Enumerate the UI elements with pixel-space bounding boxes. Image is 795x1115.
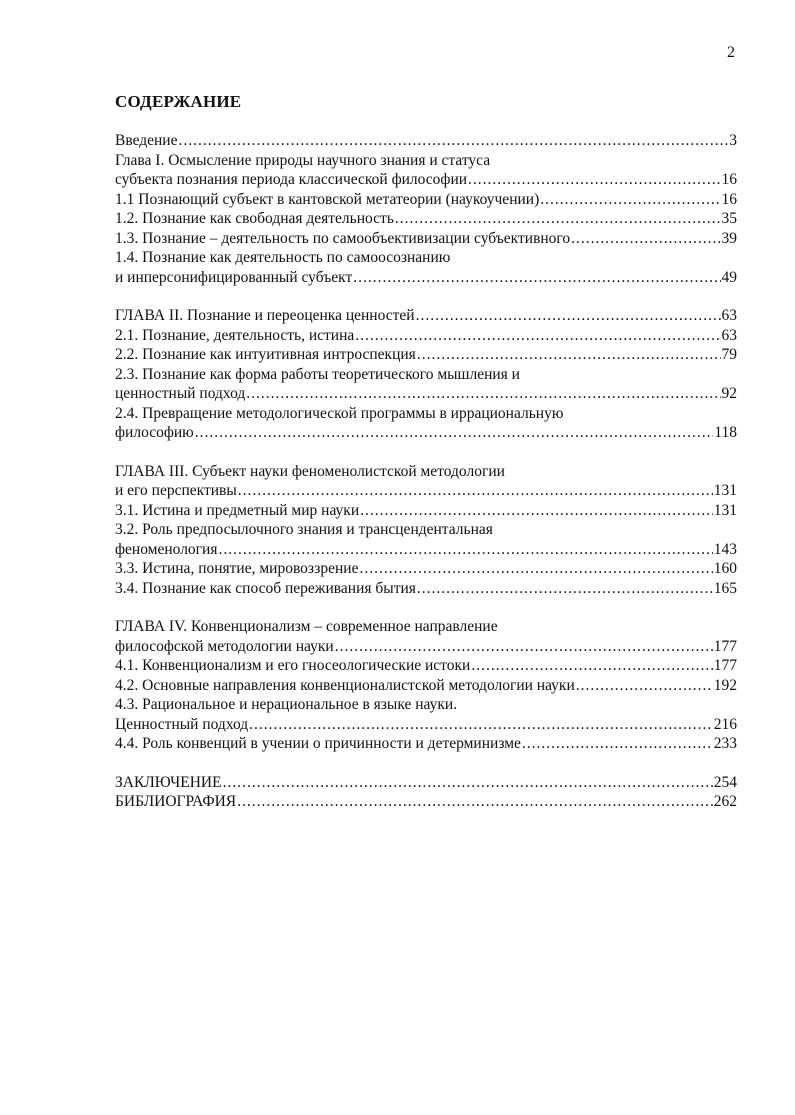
dot-leader [417, 579, 713, 599]
toc-page-number: 177 [713, 657, 737, 674]
toc-chapter-4-heading [115, 617, 737, 637]
toc-chapter-3-heading [115, 462, 737, 482]
dot-leader [540, 190, 720, 210]
toc-chapter-3-heading-cont [115, 481, 737, 501]
dot-leader [195, 423, 714, 443]
toc-entry-text: и инперсонифицированный субъект [115, 268, 353, 286]
dot-leader [395, 209, 721, 229]
toc-page-number: 160 [713, 560, 737, 577]
toc-entry-text: ГЛАВА IV. Конвенционализм – современное направление [115, 618, 498, 635]
toc-page-number: 3 [729, 132, 737, 149]
toc-page-number: 35 [721, 210, 737, 227]
toc-section-1-1 [115, 190, 737, 210]
toc-section-4-3 [115, 695, 737, 715]
dot-leader [237, 792, 713, 812]
toc-page-number: 233 [713, 735, 737, 752]
dot-leader [468, 170, 720, 190]
dot-leader [360, 501, 713, 521]
toc-entry-text: и его перспективы [115, 482, 237, 499]
toc-entry-introduction [115, 131, 737, 151]
toc-page-number: 16 [721, 171, 737, 188]
toc-section-3-2 [115, 520, 737, 540]
toc-page-number: 131 [713, 501, 737, 519]
dot-leader [353, 268, 720, 288]
toc-section-2-3 [115, 365, 737, 385]
toc-entry-text: ЗАКЛЮЧЕНИЕ [115, 773, 222, 791]
dot-leader [471, 656, 712, 676]
toc-section-4-1 [115, 656, 737, 676]
toc-chapter-1-heading-cont [115, 170, 737, 190]
toc-entry-text: 1.2. Познание как свободная деятельность [115, 210, 394, 227]
toc-entry-text: 2.2. Познание как интуитивная интроспекция [115, 346, 416, 363]
toc-chapter-1-heading [115, 151, 737, 171]
toc-page-number: 254 [713, 773, 737, 791]
toc-page-number: 262 [713, 793, 737, 810]
toc-page-number: 165 [713, 579, 737, 597]
toc-chapter-2-heading [115, 306, 737, 326]
dot-leader [218, 540, 712, 560]
toc-section-3-2-cont [115, 540, 737, 560]
toc-page-number: 49 [721, 268, 737, 286]
page-number: 2 [727, 44, 735, 61]
toc-entry-text: 1.4. Познание как деятельность по самоосознанию [115, 249, 451, 266]
toc-entry-text: 3.2. Роль предпосылочного знания и трансцендентальная [115, 521, 493, 538]
toc-section-2-4 [115, 404, 737, 424]
dot-leader [238, 481, 713, 501]
toc-entry-text: 3.3. Истина, понятие, мировоззрение [115, 560, 359, 577]
toc-entry-text: Ценностный подход [115, 715, 249, 733]
toc-entry-text: 3.4. Познание как способ переживания бытия [115, 579, 416, 597]
dot-leader [359, 559, 712, 579]
toc-entry-text: ценностный подход [115, 385, 246, 402]
toc-entry-text: 3.1. Истина и предметный мир науки [115, 501, 360, 519]
toc-section-4-2 [115, 676, 737, 696]
toc-entry-text: 4.3. Рациональное и нерациональное в языке науки. [115, 696, 458, 713]
toc-entry-text: 1.3. Познание – деятельность по самообъективизации субъективного [115, 229, 571, 247]
dot-leader [223, 773, 713, 793]
toc-section-1-2 [115, 209, 737, 229]
toc-entry-text: субъекта познания периода классической философии [115, 171, 468, 188]
toc-page-number: 16 [721, 190, 737, 208]
dot-leader [416, 306, 721, 326]
toc-page-number: 216 [713, 715, 737, 733]
toc-section-1-3 [115, 229, 737, 249]
toc-page-number: 79 [721, 346, 737, 363]
toc-entry-text: философию [115, 424, 194, 441]
toc-entry-text: философской методологии науки [115, 637, 334, 655]
dot-leader [576, 676, 713, 696]
toc-entry-text: Глава I. Осмысление природы научного знания и статуса [115, 151, 491, 169]
toc-page-number: 118 [714, 424, 737, 441]
toc-entry-text: 2.4. Превращение методологической программы в иррациональную [115, 404, 564, 422]
toc-entry-text: ГЛАВА II. Познание и переоценка ценностей [115, 307, 415, 324]
dot-leader [571, 229, 720, 249]
toc-page-number: 63 [721, 307, 737, 324]
table-of-contents [115, 131, 737, 812]
toc-entry-text: ГЛАВА III. Субъект науки феноменолистской методологии [115, 462, 505, 480]
dot-leader [417, 345, 721, 365]
toc-section-3-4 [115, 579, 737, 599]
toc-page-number: 192 [713, 676, 737, 694]
dot-leader [335, 637, 713, 657]
toc-section-3-3 [115, 559, 737, 579]
toc-section-4-3-cont [115, 715, 737, 735]
toc-section-2-3-cont [115, 384, 737, 404]
toc-entry-conclusion [115, 773, 737, 793]
toc-section-3-1 [115, 501, 737, 521]
dot-leader [246, 384, 720, 404]
toc-section-2-4-cont [115, 423, 737, 443]
toc-page-number: 63 [721, 326, 737, 344]
toc-page-number: 143 [713, 540, 737, 558]
toc-entry-text: 4.1. Конвенционализм и его гносеологические истоки [115, 657, 471, 674]
dot-leader [355, 326, 720, 346]
toc-entry-text: 1.1 Познающий субъект в кантовской метатеории (наукоучении) [115, 190, 540, 208]
toc-entry-text: БИБЛИОГРАФИЯ [115, 793, 237, 810]
toc-section-1-4 [115, 248, 737, 268]
toc-entry-text: феноменология [115, 540, 218, 558]
toc-entry-text: 2.3. Познание как форма работы теоретического мышления и [115, 365, 520, 383]
toc-entry-text: 4.4. Роль конвенций в учении о причинности и детерминизме [115, 735, 521, 752]
toc-chapter-4-heading-cont [115, 637, 737, 657]
toc-entry-bibliography [115, 792, 737, 812]
dot-leader [522, 734, 713, 754]
toc-entry-text: 2.1. Познание, деятельность, истина [115, 326, 355, 344]
toc-page-number: 92 [721, 385, 737, 402]
toc-entry-text: 4.2. Основные направления конвенционалистской методологии науки [115, 676, 575, 694]
toc-entry-text: Введение [115, 132, 178, 149]
toc-section-1-4-cont [115, 268, 737, 288]
toc-page-number: 131 [713, 482, 737, 499]
dot-leader [249, 715, 713, 735]
dot-leader [178, 131, 728, 151]
toc-section-2-1 [115, 326, 737, 346]
toc-section-4-4 [115, 734, 737, 754]
toc-section-2-2 [115, 345, 737, 365]
toc-page-number: 39 [721, 229, 737, 247]
toc-title: СОДЕРЖАНИЕ [115, 92, 242, 111]
toc-page-number: 177 [713, 637, 737, 655]
